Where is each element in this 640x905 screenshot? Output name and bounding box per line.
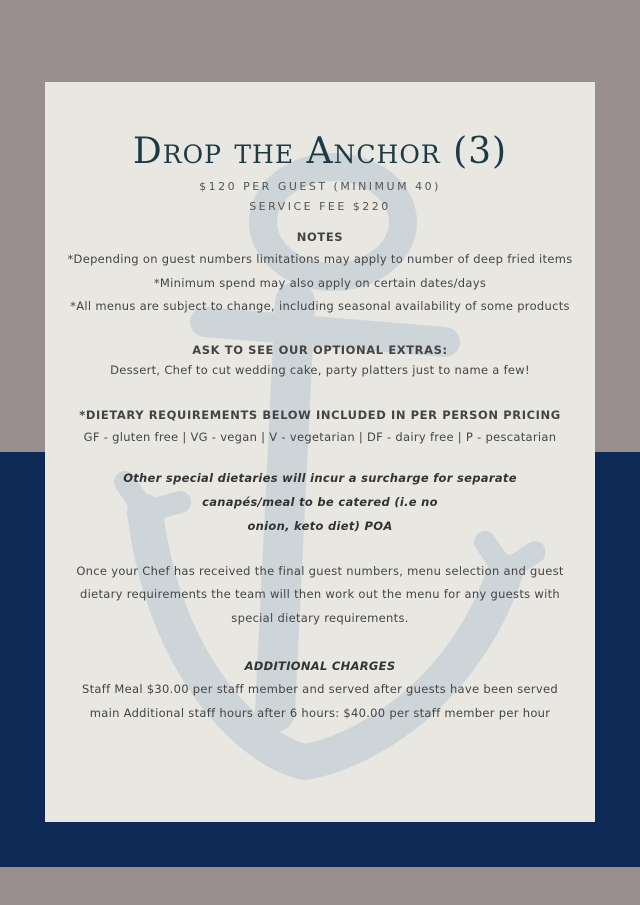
other-dietaries-line-1: Other special dietaries will incur a surcharge for separate canapés/meal to be catered (i.e no — [123, 470, 517, 509]
menu-content — [45, 130, 595, 725]
other-dietaries-line-2: onion, keto diet) POA — [247, 518, 393, 533]
service-fee: SERVICE FEE $220 — [249, 200, 391, 213]
chef-dietary-text: Once your Chef has received the final guest numbers, menu selection and guest dietary requirements the team will then work out the menu for any guests with special dietary requirements. — [76, 563, 564, 625]
dietary-heading: *DIETARY REQUIREMENTS BELOW INCLUDED IN PER PERSON PRICING — [79, 408, 561, 422]
additional-charges-heading: ADDITIONAL CHARGES — [244, 659, 396, 673]
notes-text-2: *All menus are subject to change, including seasonal availability of some products — [70, 299, 570, 313]
notes-heading: NOTES — [296, 230, 344, 244]
additional-charges-text: Staff Meal $30.00 per staff member and served after guests have been served main Additional staff hours after 6 hours: $40.00 per staff member per hour — [81, 682, 559, 720]
extras-heading: ASK TO SEE OUR OPTIONAL EXTRAS: — [192, 342, 448, 357]
price-per-guest: $120 PER GUEST (MINIMUM 40) — [199, 180, 441, 193]
extras-text: Dessert, Chef to cut wedding cake, party platters just to name a few! — [110, 362, 530, 377]
notes-text-1: *Depending on guest numbers limitations may apply to number of deep fried items *Minimum spend may also apply on certain dates/days — [67, 252, 573, 290]
menu-card — [45, 82, 595, 822]
menu-title: Drop the Anchor (3) — [132, 131, 508, 172]
dietary-codes: GF - gluten free | VG - vegan | V - vegetarian | DF - dairy free | P - pescatarian — [83, 430, 557, 444]
